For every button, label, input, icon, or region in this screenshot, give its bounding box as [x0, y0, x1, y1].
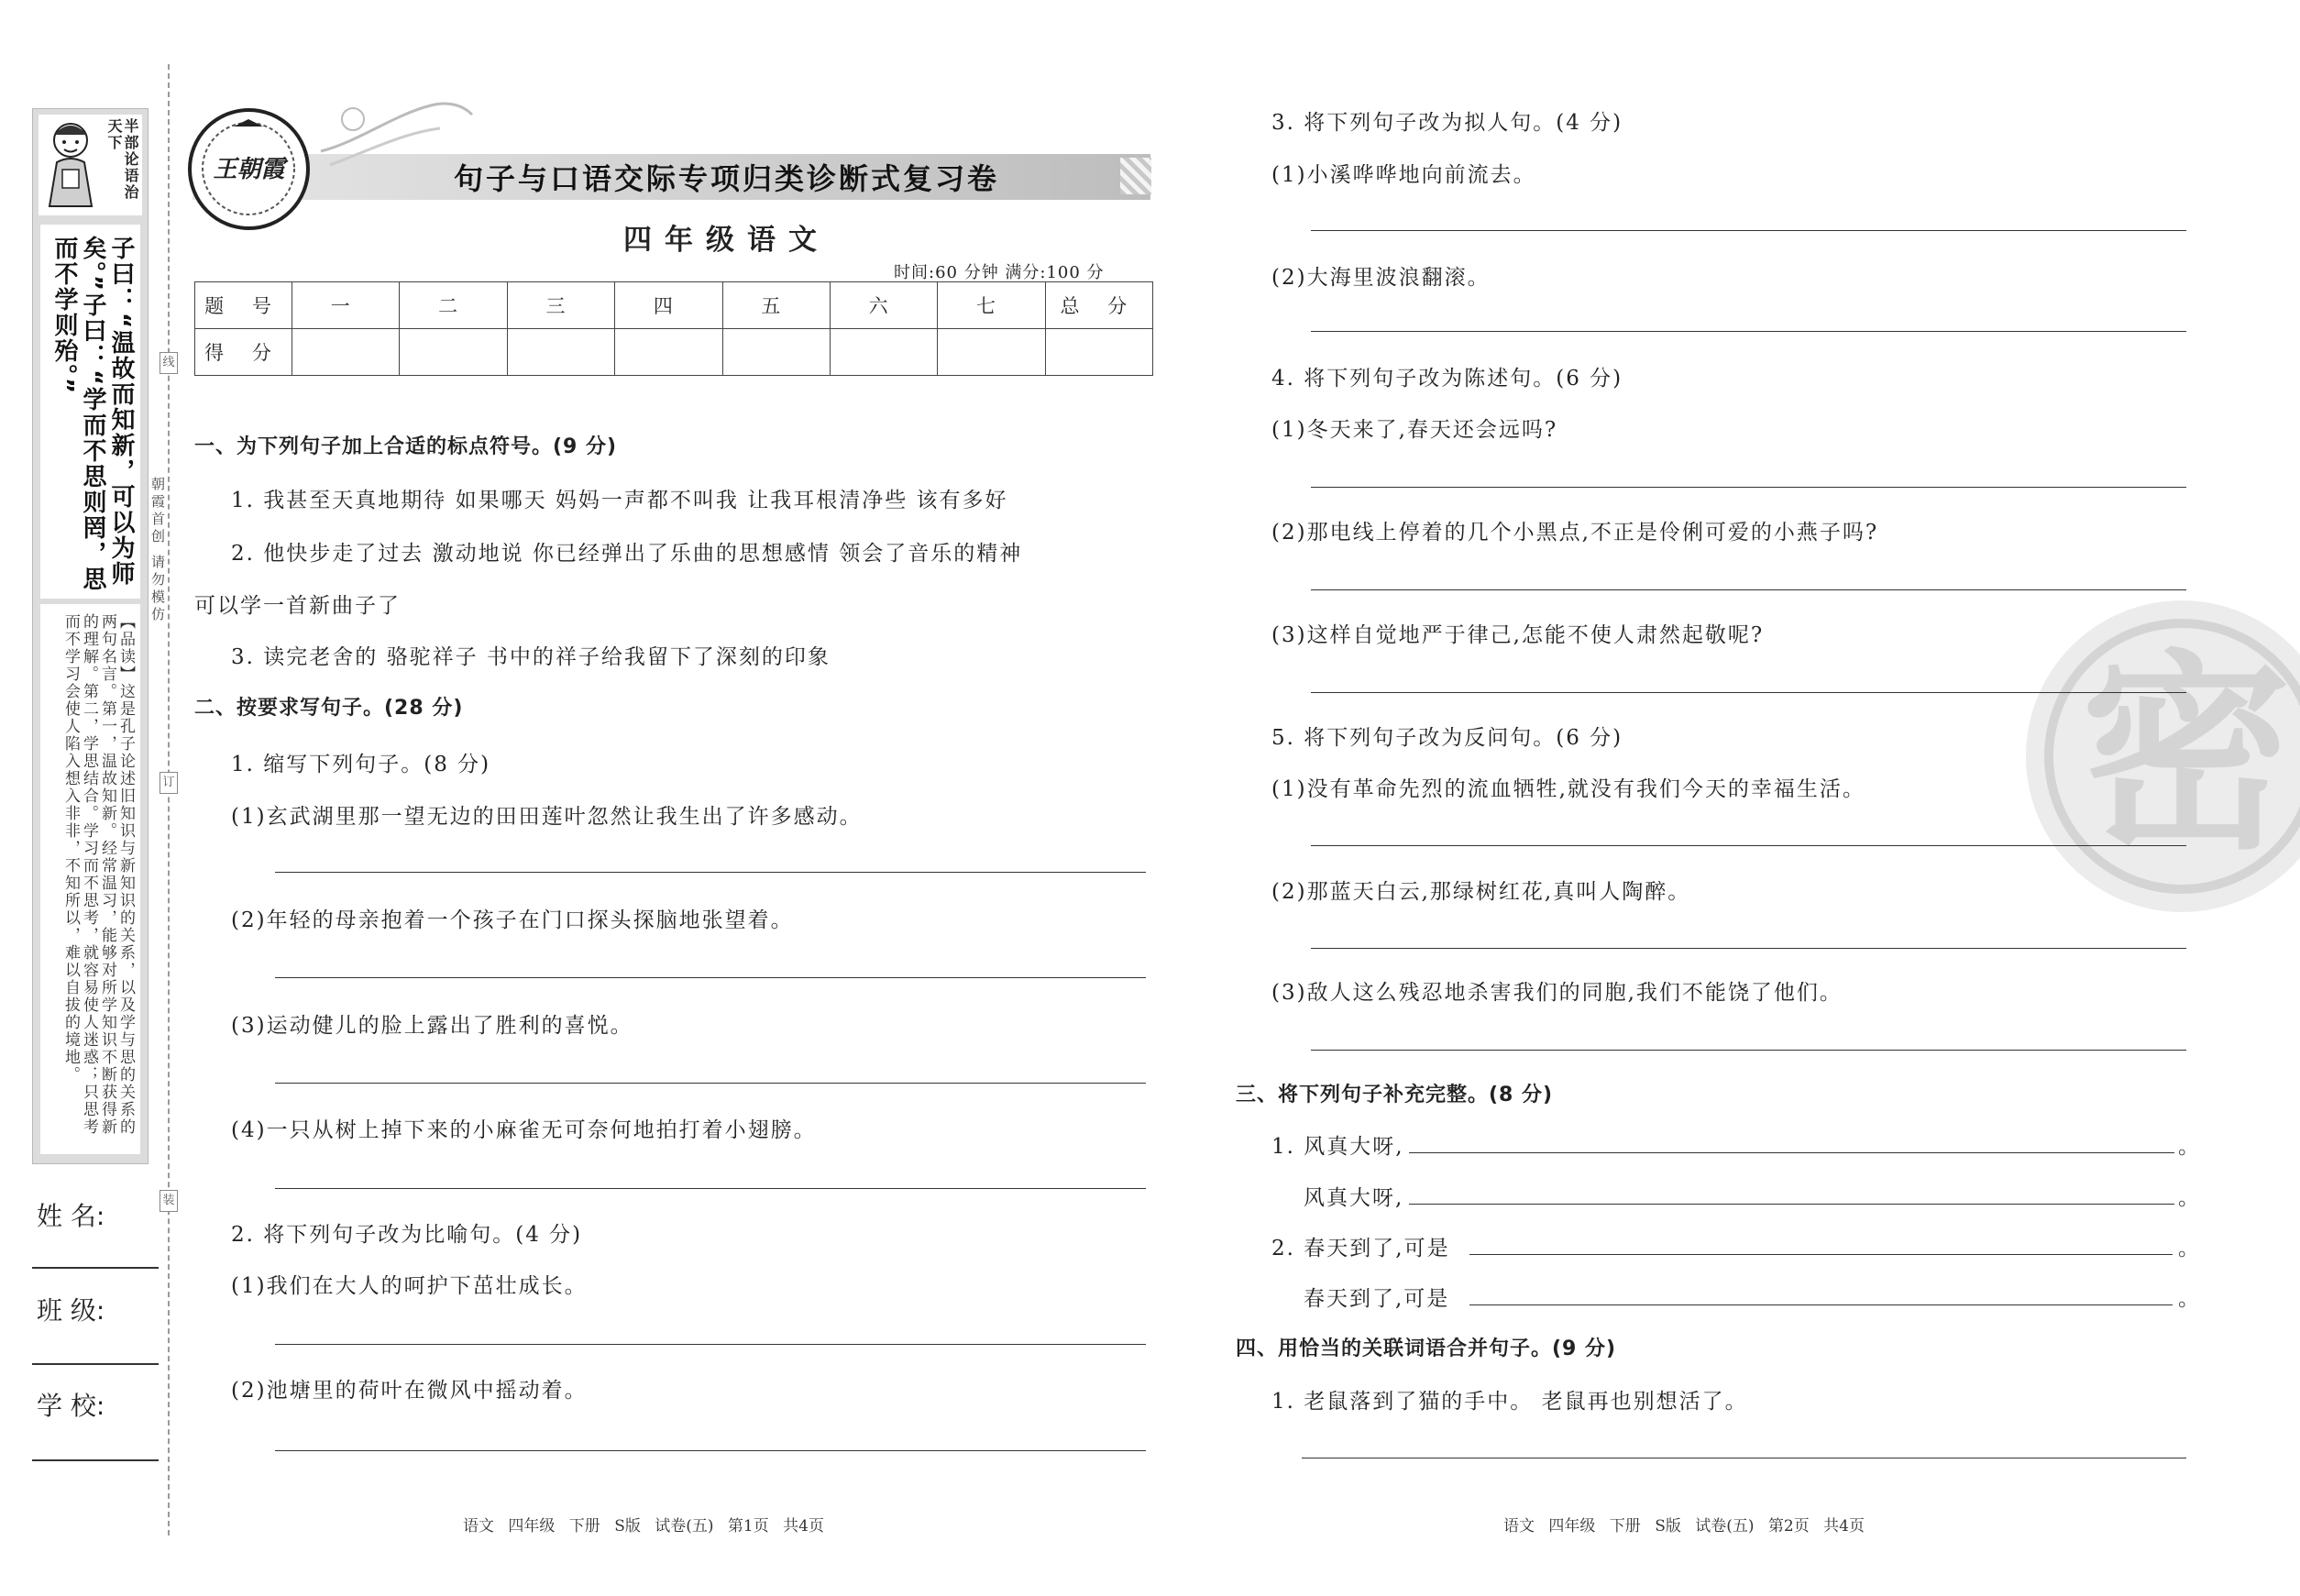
- score-cell[interactable]: [292, 329, 400, 376]
- answer-line[interactable]: [1311, 331, 2186, 332]
- page-2-footer: 语文 四年级 下册 S版 试卷(五) 第2页 共4页: [1503, 1517, 1865, 1535]
- answer-line[interactable]: [1311, 589, 2186, 590]
- q3-item-1: (1)小溪哗哗地向前流去。: [1271, 163, 1536, 187]
- school-input-line[interactable]: [32, 1459, 159, 1461]
- class-input-line[interactable]: [32, 1363, 159, 1365]
- brand-logo: [188, 108, 310, 230]
- corner-label: 半部论语治天下: [105, 118, 139, 201]
- score-cell[interactable]: [615, 329, 722, 376]
- score-row-label: 得 分: [195, 329, 292, 376]
- score-cell[interactable]: [722, 329, 830, 376]
- binding-fold-line: [168, 64, 170, 1535]
- s2-q2-item-1: (1)我们在大人的呵护下茁壮成长。: [231, 1274, 588, 1298]
- s2-q2-title: 2. 将下列句子改为比喻句。(4 分): [231, 1223, 583, 1247]
- score-header-cell: 四: [615, 282, 722, 329]
- time-info: 时间:60 分钟 满分:100 分: [894, 263, 1105, 282]
- s3-item-1: 1. 风真大呀,: [1271, 1135, 1404, 1159]
- fold-note: 朝霞首创 请勿模仿: [149, 477, 166, 624]
- s2-q1-title: 1. 缩写下列句子。(8 分): [231, 753, 491, 776]
- answer-line[interactable]: [275, 872, 1146, 873]
- s3-item-1b: 风真大呀,: [1304, 1186, 1404, 1210]
- fill-blank-line[interactable]: [1409, 1204, 2174, 1205]
- score-header-cell: 总 分: [1045, 282, 1152, 329]
- q4-title: 4. 将下列句子改为陈述句。(6 分): [1271, 367, 1623, 391]
- mascot-area: [39, 115, 142, 215]
- commentary-box: [40, 604, 140, 1154]
- s1-item-2: 2. 他快步走了过去 激动地说 你已经弹出了乐曲的思想感情 领会了音乐的精神: [231, 542, 1023, 566]
- page-1-footer: 语文 四年级 下册 S版 试卷(五) 第1页 共4页: [463, 1517, 824, 1535]
- q3-title: 3. 将下列句子改为拟人句。(4 分): [1271, 111, 1623, 135]
- score-cell[interactable]: [507, 329, 614, 376]
- score-cell[interactable]: [1045, 329, 1152, 376]
- answer-line[interactable]: [275, 1450, 1146, 1451]
- section-4-title: 四、用恰当的关联词语合并句子。(9 分): [1236, 1337, 1617, 1360]
- s2-q1-item-1: (1)玄武湖里那一望无边的田田莲叶忽然让我生出了许多感动。: [231, 805, 863, 829]
- score-cell[interactable]: [830, 329, 937, 376]
- fill-blank-line[interactable]: [1409, 1152, 2174, 1153]
- answer-line[interactable]: [275, 1083, 1146, 1084]
- answer-line[interactable]: [1311, 948, 2186, 949]
- q4-item-2: (2)那电线上停着的几个小黑点,不正是伶俐可爱的小燕子吗?: [1271, 521, 1879, 545]
- q5-item-2: (2)那蓝天白云,那绿树红花,真叫人陶醉。: [1271, 880, 1691, 904]
- s1-item-3: 3. 读完老舍的 骆驼祥子 书中的祥子给我留下了深刻的印象: [231, 645, 831, 669]
- q5-title: 5. 将下列句子改为反问句。(6 分): [1271, 726, 1623, 750]
- quote-box: [40, 225, 140, 599]
- commentary-text: 【品读】这是孔子论述旧知识与新知识的关系，以及学与思的关系的两句名言。第一，温故知新。经常温习，能够对所学知识不断获得新的理解。第二，学思结合。学习而不思考，就容易使人迷惑；只思考而不学习会使人陷入想入非非，不知所以，难以自拔的境地。: [61, 613, 135, 1136]
- section-3-title: 三、将下列句子补充完整。(8 分): [1236, 1084, 1554, 1106]
- s3-item-2b: 春天到了,可是: [1304, 1287, 1450, 1311]
- answer-line[interactable]: [1311, 487, 2186, 488]
- q5-item-3: (3)敌人这么残忍地杀害我们的同胞,我们不能饶了他们。: [1271, 981, 1843, 1005]
- q3-item-2: (2)大海里波浪翻滚。: [1271, 266, 1491, 290]
- fold-mark-line: 线: [160, 352, 178, 374]
- score-cell[interactable]: [400, 329, 507, 376]
- score-table-score-row: [195, 329, 1153, 376]
- answer-line[interactable]: [1311, 1050, 2186, 1051]
- confucius-mascot-icon: [39, 115, 103, 211]
- score-header-cell: 题 号: [195, 282, 292, 329]
- s3-item-2: 2. 春天到了,可是: [1271, 1237, 1450, 1260]
- q4-item-1: (1)冬天来了,春天还会远吗?: [1271, 418, 1558, 442]
- answer-line[interactable]: [1311, 230, 2186, 231]
- score-header-cell: 七: [938, 282, 1045, 329]
- answer-line[interactable]: [1311, 845, 2186, 846]
- score-header-cell: 三: [507, 282, 614, 329]
- score-table-header-row: [195, 282, 1153, 329]
- s2-q1-item-3: (3)运动健儿的脸上露出了胜利的喜悦。: [231, 1014, 633, 1038]
- s1-item-1: 1. 我甚至天真地期待 如果哪天 妈妈一声都不叫我 让我耳根清净些 该有多好: [231, 489, 1008, 512]
- checker-pattern: [1120, 158, 1151, 194]
- sidebar-panel: [32, 108, 149, 1164]
- q4-item-3: (3)这样自觉地严于律己,怎能不使人肃然起敬呢?: [1271, 623, 1765, 647]
- score-header-cell: 五: [722, 282, 830, 329]
- watermark-char: 密: [2080, 633, 2292, 878]
- fill-blank-line[interactable]: [1469, 1304, 2173, 1305]
- fold-mark-seal: 装: [160, 1190, 178, 1212]
- answer-line[interactable]: [1311, 692, 2186, 693]
- fill-blank-line[interactable]: [1469, 1254, 2173, 1255]
- answer-line[interactable]: [275, 1188, 1146, 1189]
- confucius-quote: 子曰：“温故而知新，可以为师矣。”子曰：“学而不思则罔，思而不学则殆。”: [50, 236, 135, 593]
- confidential-watermark: [2026, 600, 2300, 912]
- answer-line[interactable]: [275, 977, 1146, 978]
- s4-item-1: 1. 老鼠落到了猫的手中。 老鼠再也别想活了。: [1271, 1390, 1748, 1414]
- class-label: 班 级:: [37, 1295, 105, 1326]
- s3-period: 。: [2178, 1186, 2201, 1210]
- s3-period: 。: [2178, 1135, 2201, 1159]
- s3-period: 。: [2178, 1237, 2201, 1260]
- school-label: 学 校:: [37, 1391, 105, 1421]
- exam-subtitle: 四年级语文: [623, 224, 830, 257]
- score-table: [194, 281, 1153, 376]
- name-input-line[interactable]: [32, 1267, 159, 1269]
- exam-title: 句子与口语交际专项归类诊断式复习卷: [454, 161, 1000, 196]
- s2-q1-item-2: (2)年轻的母亲抱着一个孩子在门口探头探脑地张望着。: [231, 908, 794, 932]
- s1-item-2-cont: 可以学一首新曲子了: [194, 594, 401, 618]
- score-cell[interactable]: [938, 329, 1045, 376]
- section-2-title: 二、按要求写句子。(28 分): [194, 697, 464, 720]
- q5-item-1: (1)没有革命先烈的流血牺牲,就没有我们今天的幸福生活。: [1271, 777, 1865, 801]
- score-header-cell: 二: [400, 282, 507, 329]
- brand-logo-text: 王朝霞: [213, 156, 285, 183]
- section-1-title: 一、为下列句子加上合适的标点符号。(9 分): [194, 435, 618, 458]
- name-label: 姓 名:: [37, 1201, 105, 1231]
- fold-mark-bind: 订: [160, 772, 178, 794]
- answer-line[interactable]: [275, 1344, 1146, 1345]
- s2-q2-item-2: (2)池塘里的荷叶在微风中摇动着。: [231, 1379, 588, 1403]
- s3-period: 。: [2178, 1287, 2201, 1311]
- score-header-cell: 六: [830, 282, 937, 329]
- s2-q1-item-4: (4)一只从树上掉下来的小麻雀无可奈何地拍打着小翅膀。: [231, 1118, 817, 1142]
- score-header-cell: 一: [292, 282, 400, 329]
